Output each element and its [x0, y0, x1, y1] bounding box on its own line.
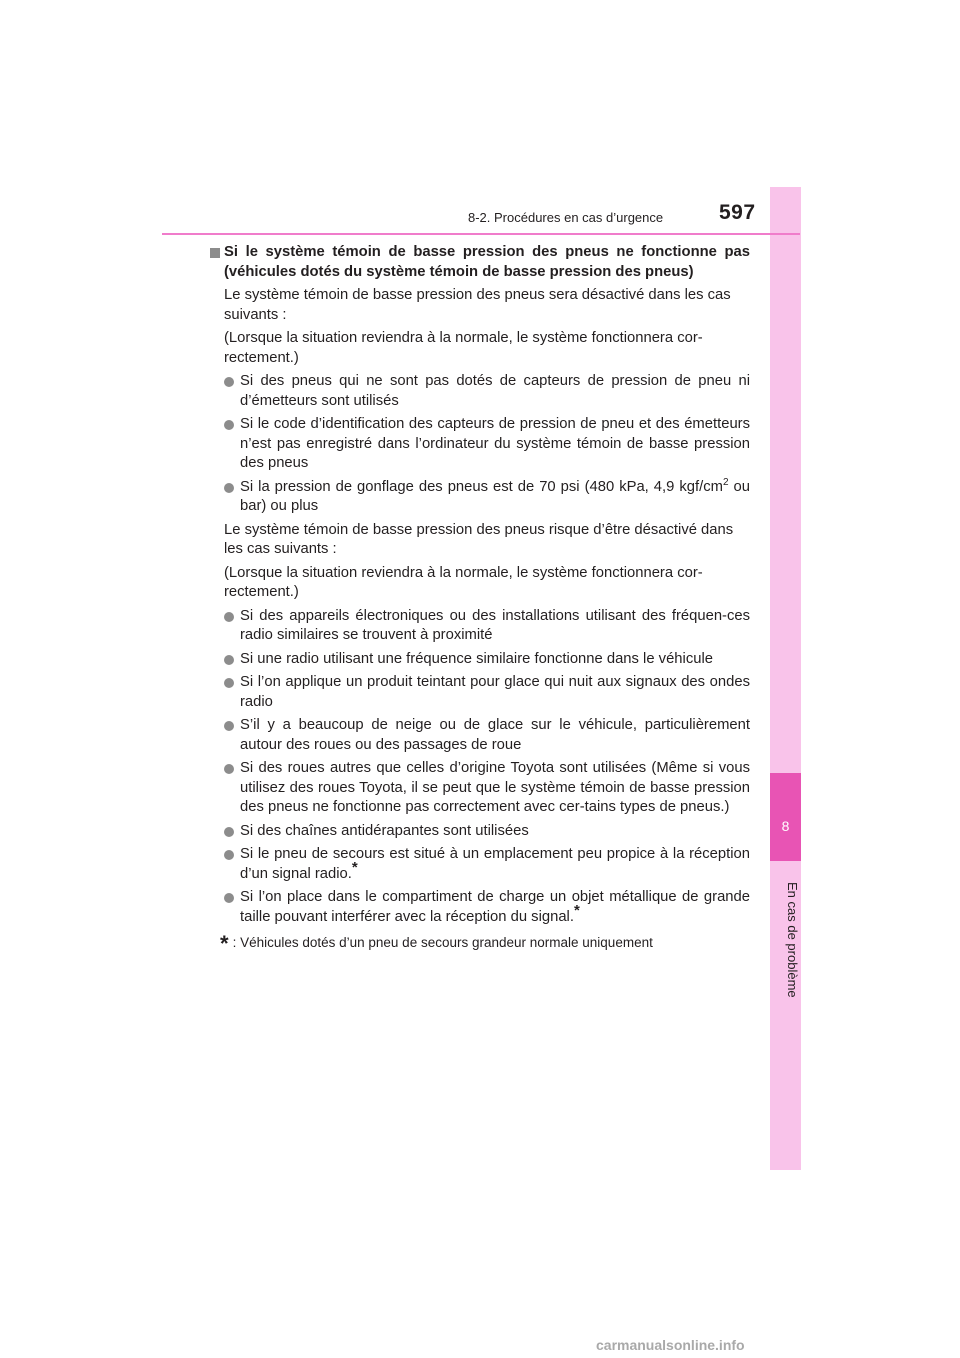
watermark-text: carmanualsonline.info — [596, 1337, 745, 1353]
page-number: 597 — [719, 201, 756, 224]
list-item — [210, 673, 750, 712]
list-item-text: S’il y a beaucoup de neige ou de glace sur le véhicule, particulièrement autour des roues ou des passages de roue — [240, 717, 750, 753]
superscript: 2 — [722, 476, 729, 488]
round-bullet-icon — [224, 483, 234, 493]
paragraph: (Lorsque la situation reviendra à la normale, le système fonctionnera cor-rectement.) — [224, 330, 703, 366]
paragraph: Le système témoin de basse pression des pneus risque d’être désactivé dans les cas suivants : — [224, 521, 734, 557]
asterisk-marker: * — [573, 901, 580, 919]
list-item-text: Si le pneu de secours est situé à un emplacement peu propice à la réception d’un signal radio. — [240, 846, 750, 882]
header-section-title: 8-2. Procédures en cas d’urgence — [468, 210, 664, 225]
list-item — [210, 478, 750, 517]
list-item — [210, 716, 750, 755]
round-bullet-icon — [224, 678, 234, 688]
round-bullet-icon — [224, 420, 234, 430]
chapter-title: En cas de problème — [785, 882, 800, 998]
list-item — [210, 822, 750, 842]
list-item-text: Si le code d’identification des capteurs de pression de pneu et des émetteurs n’est pas enregistré dans l’ordinateur du système témoin de basse pression des pneus — [240, 416, 750, 471]
chapter-tab-active[interactable] — [770, 773, 801, 861]
list-item-text: Si des pneus qui ne sont pas dotés de capteurs de pression de pneu ni d’émetteurs sont utilisés — [240, 373, 750, 409]
list-item — [210, 607, 750, 646]
paragraph: (Lorsque la situation reviendra à la normale, le système fonctionnera cor-rectement.) — [224, 564, 703, 600]
footnote-asterisk: * — [220, 931, 229, 956]
page-content — [210, 243, 750, 956]
list-item-text: Si l’on place dans le compartiment de charge un objet métallique de grande taille pouvant interférer avec la réception du signal. — [240, 889, 750, 925]
section-heading — [210, 243, 750, 282]
chapter-side-tab — [770, 187, 801, 1170]
round-bullet-icon — [224, 721, 234, 731]
list-item-text: Si une radio utilisant une fréquence similaire fonctionne dans le véhicule — [240, 650, 713, 667]
asterisk-marker: * — [351, 858, 358, 876]
list-item-text: Si des roues autres que celles d’origine Toyota sont utilisées (Même si vous utilisez des roues Toyota, il se peut que le système témoin de basse pression des pneus ne fonctionne pas correctement avec cer-tains types de pneus.) — [240, 760, 750, 815]
paragraph: Le système témoin de basse pression des pneus sera désactivé dans les cas suivants : — [224, 287, 731, 323]
section-heading-text: Si le système témoin de basse pression des pneus ne fonctionne pas (véhicules dotés du système témoin de basse pression des pneus) — [224, 244, 750, 280]
list-item — [210, 415, 750, 474]
chapter-number: 8 — [781, 818, 790, 834]
list-item — [210, 845, 750, 884]
square-bullet-icon — [210, 248, 220, 258]
list-item-text: Si l’on applique un produit teintant pour glace qui nuit aux signaux des ondes radio — [240, 674, 750, 710]
list-item-text: Si des chaînes antidérapantes sont utilisées — [240, 822, 529, 839]
round-bullet-icon — [224, 893, 234, 903]
list-item — [210, 759, 750, 818]
footnote-text: : Véhicules dotés d’un pneu de secours grandeur normale uniquement — [232, 935, 653, 950]
round-bullet-icon — [224, 827, 234, 837]
list-item-text: Si des appareils électroniques ou des installations utilisant des fréquen-ces radio similaires se trouvent à proximité — [240, 607, 750, 643]
list-item-text: ou bar) ou plus — [240, 478, 750, 514]
list-item — [210, 888, 750, 927]
round-bullet-icon — [224, 850, 234, 860]
list-item — [210, 372, 750, 411]
footnote — [220, 931, 750, 956]
round-bullet-icon — [224, 377, 234, 387]
list-item-text: Si la pression de gonflage des pneus est de 70 psi (480 kPa, 4,9 kgf/cm — [240, 478, 723, 495]
header-divider — [162, 233, 800, 235]
round-bullet-icon — [224, 764, 234, 774]
list-item — [210, 650, 750, 670]
round-bullet-icon — [224, 612, 234, 622]
round-bullet-icon — [224, 655, 234, 665]
